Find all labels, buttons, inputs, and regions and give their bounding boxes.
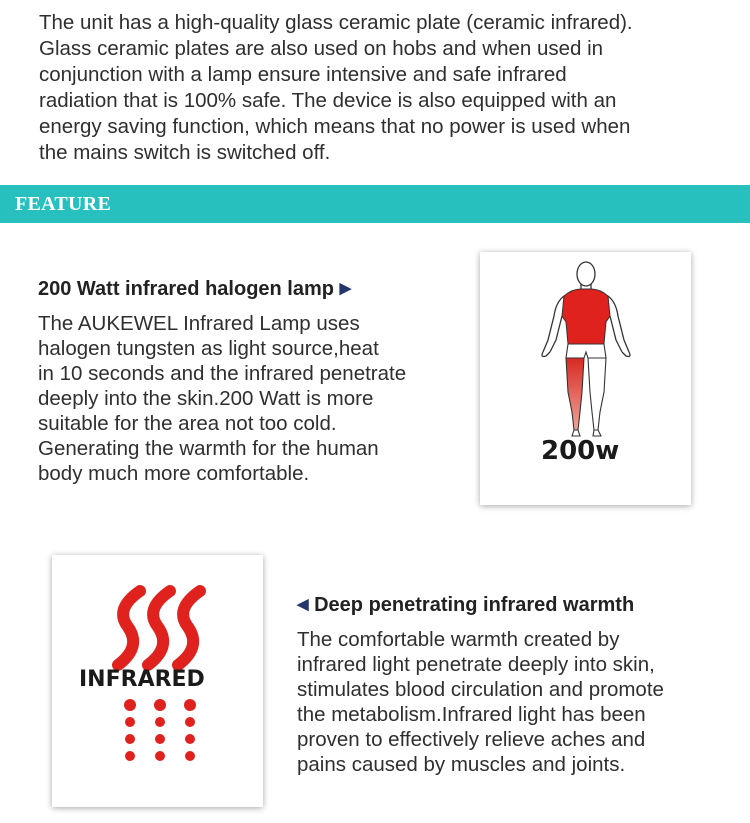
feature1-line: suitable for the area not too cold.: [38, 412, 337, 435]
feature2-line: pains caused by muscles and joints.: [297, 753, 626, 776]
right-arrow-icon: ▶: [339, 280, 352, 297]
feature1-line: deeply into the skin.200 Watt is more: [38, 387, 374, 410]
feature2-line: The comfortable warmth created by: [297, 628, 620, 651]
feature1-line: The AUKEWEL Infrared Lamp uses: [38, 312, 360, 335]
left-arrow-icon: ◀: [297, 596, 309, 613]
intro-line: The unit has a high-quality glass ceramic plate (ceramic infrared).: [39, 11, 633, 34]
human-body-icon: [480, 252, 691, 505]
feature1-line: body much more comfortable.: [38, 462, 310, 485]
feature1-heading: [38, 278, 351, 301]
feature1-description: [38, 311, 458, 486]
intro-line: radiation that is 100% safe. The device is also equipped with an: [39, 89, 617, 112]
feature-section-bar: [0, 185, 750, 223]
feature2-title: Deep penetrating infrared warmth: [314, 594, 635, 616]
wattage-label: 200w: [541, 436, 620, 466]
feature2-line: stimulates blood circulation and promote: [297, 678, 664, 701]
feature2-line: the metabolism.Infrared light has been: [297, 703, 646, 726]
intro-line: Glass ceramic plates are also used on hobs and when used in: [39, 37, 604, 60]
feature-bar-label: FEATURE: [15, 193, 112, 215]
wattage-card: [480, 252, 691, 505]
feature2-heading: [297, 594, 634, 617]
intro-line: energy saving function, which means that no power is used when: [39, 115, 631, 138]
feature1-line: Generating the warmth for the human: [38, 437, 379, 460]
feature1-title: 200 Watt infrared halogen lamp: [38, 278, 334, 300]
feature1-line: in 10 seconds and the infrared penetrate: [38, 362, 407, 385]
feature1-line: halogen tungsten as light source,heat: [38, 337, 379, 360]
feature2-line: infrared light penetrate deeply into skin,: [297, 653, 655, 676]
infrared-label: INFRARED: [79, 667, 205, 692]
feature2-description: [297, 627, 737, 777]
feature2-line: proven to effectively relieve aches and: [297, 728, 646, 751]
intro-line: the mains switch is switched off.: [39, 141, 331, 164]
intro-line: conjunction with a lamp ensure intensive and safe infrared: [39, 63, 567, 86]
infrared-card: [52, 555, 263, 807]
intro-paragraph: [39, 10, 729, 166]
